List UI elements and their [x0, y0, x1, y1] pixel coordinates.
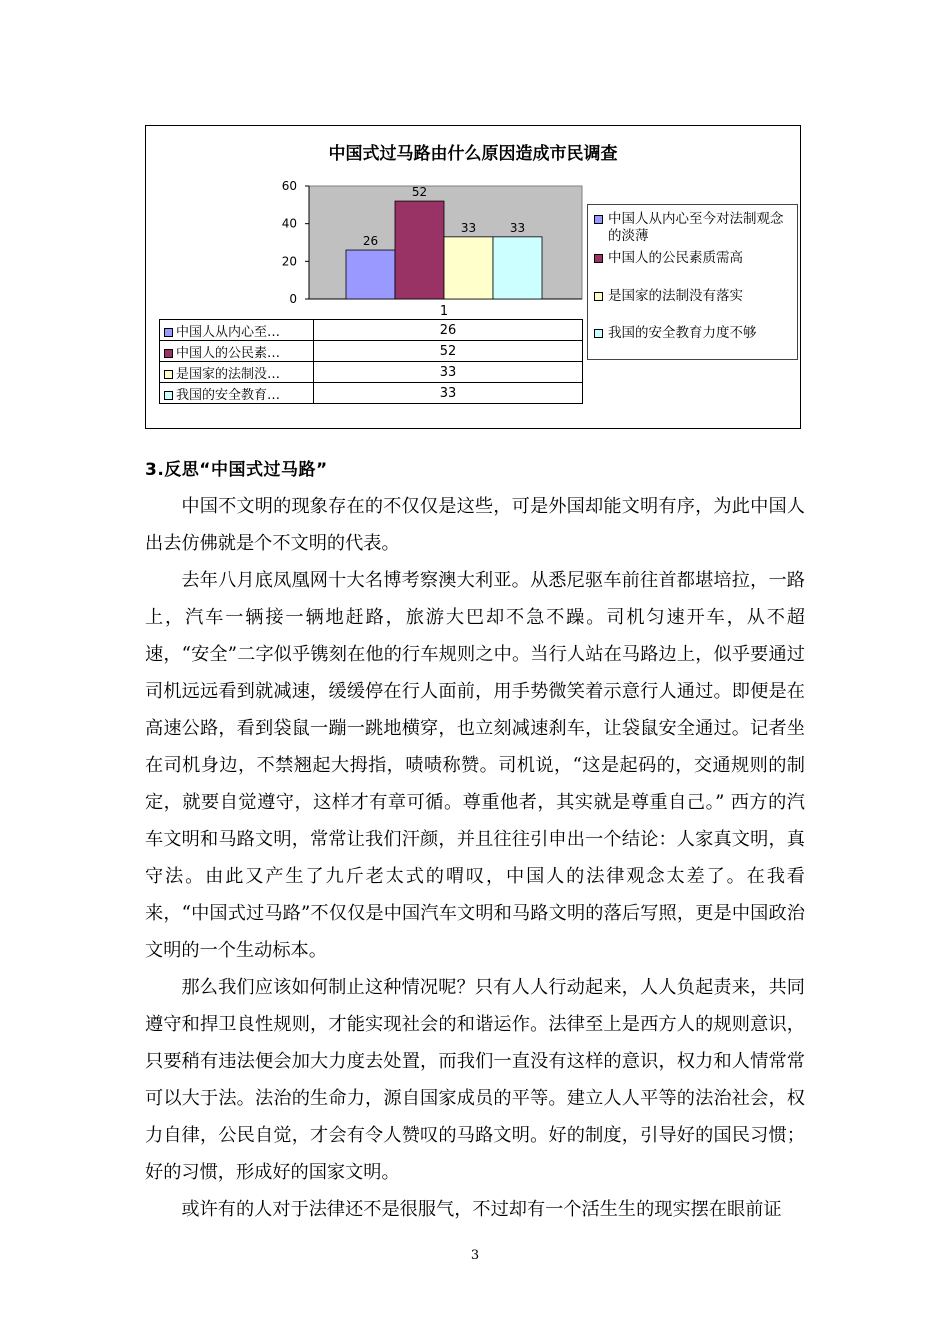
bar-value-label-1: 26	[362, 234, 379, 249]
section-heading: 3.反思“中国式过马路”	[145, 460, 328, 480]
legend-item-2	[594, 250, 794, 267]
data-table-label-3: 是国家的法制没…	[160, 362, 314, 383]
chart-title: 中国式过马路由什么原因造成市民调查	[328, 144, 618, 164]
data-table-label-2: 中国人的公民素…	[160, 341, 314, 362]
legend-swatch-2	[594, 254, 603, 263]
data-table-value-2: 52	[314, 341, 583, 362]
legend-swatch-4	[594, 329, 603, 338]
bar-value-label-2: 52	[411, 185, 428, 200]
table-swatch-4	[164, 391, 173, 400]
legend-item-4	[594, 325, 794, 342]
legend-swatch-3	[594, 292, 603, 301]
paragraph-2: 去年八月底凤凰网十大名博考察澳大利亚。从悉尼驱车前往首都堪培拉，一路上，汽车一辆接一辆地赶路，旅游大巴却不急不躁。司机匀速开车，从不超速，“安全”二字似乎镌刻在他的行车规则之中。当行人站在马路边上，似乎要通过司机远远看到就减速，缓缓停在行人面前，用手势微笑着示意行人通过。即便是在高速公路，看到袋鼠一蹦一跳地横穿，也立刻减速刹车，让袋鼠安全通过。记者坐在司机身边，不禁翘起大拇指，啧啧称赞。司机说，“这是起码的，交通规则的制定，就要自觉遵守，这样才有章可循。尊重他者，其实就是尊重自己。” 西方的汽车文明和马路文明，常常让我们汗颜，并且往往引申出一个结论：人家真文明，真守法。由此又产生了九斤老太式的喟叹，中国人的法律观念太差了。在我看来，“中国式过马路”不仅仅是中国汽车文明和马路文明的落后写照，更是中国政治文明的一个生动标本。	[145, 570, 805, 961]
legend-label-4: 我国的安全教育力度不够	[608, 325, 757, 341]
legend-label-2: 中国人的公民素质需高	[608, 250, 743, 266]
table-swatch-2	[164, 349, 173, 358]
legend-label-3: 是国家的法制没有落实	[608, 288, 743, 304]
article-body	[145, 488, 805, 1228]
chart-legend	[587, 204, 798, 360]
y-tick-label-2: 40	[281, 216, 297, 231]
data-table-value-4: 33	[314, 383, 583, 404]
paragraph-4: 或许有的人对于法律还不是很服气，不过却有一个活生生的现实摆在眼前证	[181, 1199, 782, 1220]
y-tick-label-3: 60	[281, 179, 297, 193]
table-swatch-3	[164, 370, 173, 379]
data-table-row	[160, 341, 583, 362]
page-number: 3	[470, 1248, 480, 1263]
paragraph-1: 中国不文明的现象存在的不仅仅是这些，可是外国却能文明有序，为此中国人出去仿佛就是个不文明的代表。	[145, 496, 805, 554]
data-table-row	[160, 362, 583, 383]
legend-swatch-1	[594, 215, 603, 224]
bar-value-label-3: 33	[460, 220, 477, 235]
data-table-row	[160, 383, 583, 404]
legend-item-3	[594, 288, 794, 305]
data-table-label-4: 我国的安全教育…	[160, 383, 314, 404]
data-table-value-1: 26	[314, 320, 583, 341]
paragraph-3: 那么我们应该如何制止这种情况呢？只有人人行动起来，人人负起责来，共同遵守和捍卫良性规则，才能实现社会的和谐运作。法律至上是西方人的规则意识，只要稍有违法便会加大力度去处置，而我们一直没有这样的意识，权力和人情常常可以大于法。法治的生命力，源自国家成员的平等。建立人人平等的法治社会，权力自律，公民自觉，才会有令人赞叹的马路文明。好的制度，引导好的国民习惯；好的习惯，形成好的国家文明。	[145, 977, 805, 1183]
bar-1	[346, 250, 395, 299]
table-swatch-1	[164, 328, 173, 337]
legend-label-1: 中国人从内心至今对法制观念的淡薄	[608, 211, 784, 244]
survey-chart	[145, 125, 801, 429]
data-table-value-3: 33	[314, 362, 583, 383]
legend-item-1	[594, 211, 794, 245]
y-tick-label-1: 20	[281, 254, 297, 269]
y-tick-label-0: 0	[289, 292, 297, 306]
bar-3	[444, 237, 493, 299]
x-category-label: 1	[439, 304, 449, 319]
data-table-row	[160, 320, 583, 341]
bar-2	[395, 201, 444, 299]
bar-value-label-4: 33	[509, 220, 526, 235]
data-table-label-1: 中国人从内心至…	[160, 320, 314, 341]
chart-data-table	[159, 319, 583, 404]
bar-4	[493, 237, 542, 299]
